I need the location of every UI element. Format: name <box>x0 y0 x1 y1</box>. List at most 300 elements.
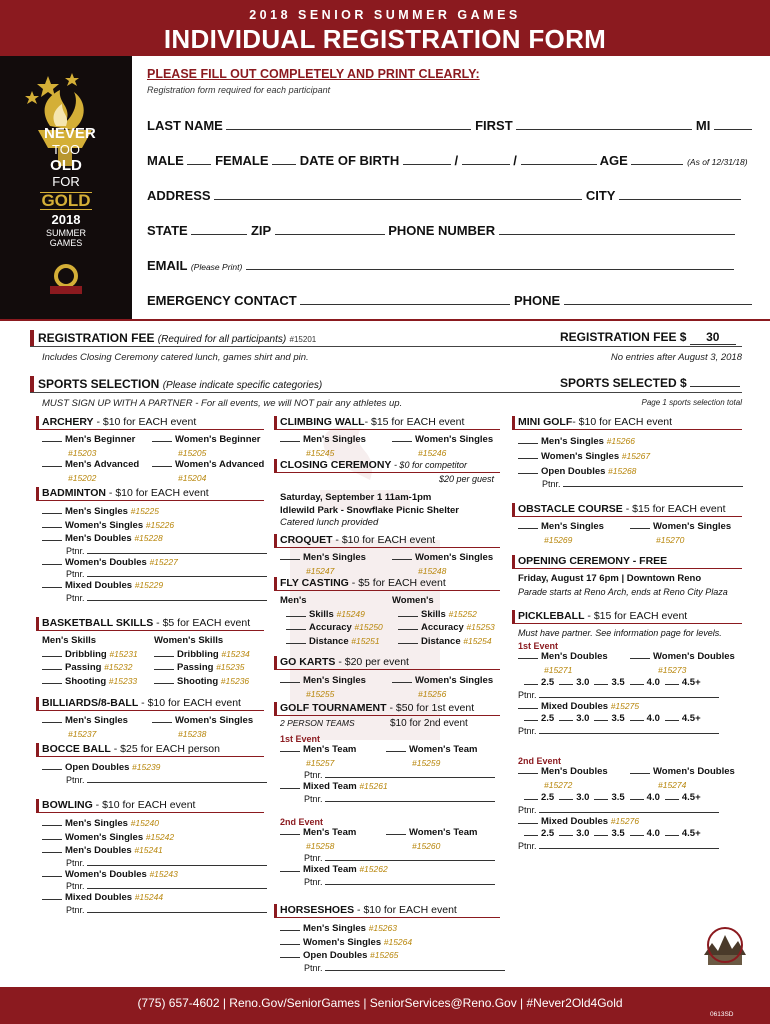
level-option[interactable] <box>665 713 701 724</box>
dob-day-field[interactable] <box>462 154 510 165</box>
obstacle-label: OBSTACLE COURSE <box>518 503 623 515</box>
partner-field[interactable] <box>518 726 742 736</box>
level-label: 4.5+ <box>681 792 701 803</box>
mi-field[interactable] <box>714 119 752 130</box>
partner-label: Ptnr. <box>542 479 561 489</box>
item-label: Men's Singles <box>303 434 366 445</box>
bowling-heading <box>36 799 264 813</box>
item-code: #15250 <box>354 622 383 632</box>
item-label: Men's Doubles <box>541 766 608 777</box>
registration-deadline: No entries after August 3, 2018 <box>610 352 742 363</box>
basketball-women-dribbling[interactable] <box>154 648 250 662</box>
item-code: #15261 <box>359 781 388 791</box>
state-label: STATE <box>147 223 188 238</box>
climbing-fee: - $15 for EACH event <box>364 416 465 428</box>
level-option[interactable] <box>594 713 624 724</box>
golf-men-team-2[interactable] <box>280 827 496 840</box>
email-field[interactable] <box>246 259 734 270</box>
basketball-fee: - $5 for EACH event <box>153 617 251 629</box>
golf-second-event <box>280 817 496 887</box>
item-code: #15256 <box>418 688 447 699</box>
level-option[interactable] <box>559 713 589 724</box>
croquet-label: CROQUET <box>280 534 333 546</box>
sports-selected-field[interactable] <box>690 377 740 387</box>
basketball-label: BASKETBALL SKILLS <box>42 617 154 629</box>
logo-text-for: FOR <box>52 174 80 189</box>
opening-parade: Parade starts at Reno Arch, ends at Reno City Plaza <box>518 586 728 597</box>
item-code: #15203 <box>68 447 97 458</box>
level-label: 3.5 <box>611 792 625 803</box>
item-code: #15254 <box>463 635 492 646</box>
senior-games-badge-icon <box>46 262 86 296</box>
karts-men-singles[interactable] <box>280 675 366 701</box>
header-banner <box>0 0 770 56</box>
golf-second-fee: $10 for 2nd event <box>390 718 468 729</box>
bowling-women-singles[interactable] <box>42 831 267 845</box>
basketball-women-label: Women's Skills <box>154 635 224 646</box>
fly-men-skills[interactable] <box>286 608 383 622</box>
badminton-heading <box>36 487 264 501</box>
item-label: Mixed Doubles <box>541 700 609 712</box>
level-option[interactable] <box>630 677 660 688</box>
item-label: Men's Singles <box>541 436 604 447</box>
pickleball-women-doubles-1[interactable] <box>630 651 735 664</box>
item-code: #15258 <box>306 840 335 851</box>
item-code: #15235 <box>216 662 245 672</box>
fly-men-distance[interactable] <box>286 635 383 649</box>
bowling-fee: - $10 for EACH event <box>92 799 196 811</box>
archery-women-beginner[interactable] <box>152 434 261 460</box>
registration-fee-heading <box>30 330 316 346</box>
item-code: #15265 <box>370 950 399 960</box>
basketball-men <box>42 635 138 688</box>
karts-women-singles[interactable] <box>392 675 493 701</box>
item-code: #15231 <box>109 648 138 659</box>
logo-panel <box>0 56 132 320</box>
minigolf-list <box>518 434 743 489</box>
item-code: #15274 <box>658 779 687 790</box>
minigolf-women-singles[interactable] <box>518 449 743 464</box>
age-label: AGE <box>599 153 628 168</box>
basketball-women-shooting[interactable] <box>154 675 250 689</box>
dob-label: DATE OF BIRTH <box>299 153 400 168</box>
partner-field[interactable] <box>66 858 267 868</box>
item-code: #15238 <box>178 728 207 739</box>
registration-fee-code: #15201 <box>289 335 317 344</box>
item-code: #15272 <box>544 779 573 790</box>
city-label: CITY <box>585 188 616 203</box>
state-field[interactable] <box>191 224 247 235</box>
golf-heading <box>274 702 500 716</box>
archery-men-advanced[interactable] <box>42 459 139 485</box>
fly-women-label: Women's <box>392 595 434 606</box>
bowling-label: BOWLING <box>42 799 93 811</box>
item-code: #15273 <box>658 664 687 675</box>
golf-women-team-1[interactable] <box>386 744 477 757</box>
divider <box>30 392 742 393</box>
item-label: Women's Doubles <box>65 868 147 880</box>
basketball-women <box>154 635 250 688</box>
item-label: Men's Singles <box>65 818 128 829</box>
logo-text-year: 2018 <box>51 212 81 227</box>
horseshoes-fee: - $10 for EACH event <box>354 904 457 916</box>
fly-women <box>392 595 495 648</box>
badminton-women-singles[interactable] <box>42 519 267 533</box>
level-option[interactable] <box>594 792 624 803</box>
golf-men-team-1[interactable] <box>280 744 496 757</box>
partner-field[interactable] <box>66 569 267 579</box>
phone-field[interactable] <box>499 224 735 235</box>
level-option[interactable] <box>524 677 554 688</box>
badminton-fee: - $10 for EACH event <box>105 487 209 499</box>
item-label: Men's Advanced <box>65 459 140 470</box>
item-label: Women's Singles <box>415 434 494 445</box>
item-code: #15269 <box>544 534 573 545</box>
closing-date: Saturday, September 1 11am-1pm <box>280 492 432 503</box>
opening-ceremony-heading <box>512 555 742 569</box>
partner-field[interactable] <box>66 775 267 785</box>
pickleball-men-doubles-2[interactable] <box>518 766 742 779</box>
badminton-list <box>42 505 267 603</box>
dob-year-field[interactable] <box>521 154 597 165</box>
level-option[interactable] <box>559 828 589 839</box>
item-code: #15267 <box>621 451 651 461</box>
karts-fee: - $20 per event <box>335 656 409 668</box>
partner-field[interactable] <box>304 877 496 887</box>
fly-women-distance[interactable] <box>398 635 495 649</box>
level-option[interactable] <box>559 792 589 803</box>
item-label: Accuracy <box>309 622 352 633</box>
pickleball-note: Must have partner. See information page for levels. <box>518 628 722 638</box>
level-row[interactable] <box>524 828 742 841</box>
fly-men-accuracy[interactable] <box>286 621 383 635</box>
go-karts-heading <box>274 656 500 670</box>
item-label: Men's Beginner <box>65 434 136 445</box>
closing-ceremony-heading <box>274 459 500 473</box>
email-row <box>147 258 734 273</box>
emergency-field[interactable] <box>300 294 510 305</box>
opening-date: Friday, August 17 6pm | Downtown Reno <box>518 573 702 584</box>
pickleball-first-event <box>518 641 742 736</box>
address-label: ADDRESS <box>147 188 211 203</box>
level-row[interactable] <box>524 677 742 690</box>
basketball-men-shooting[interactable] <box>42 675 138 689</box>
item-code: #15204 <box>178 472 207 483</box>
level-option[interactable] <box>594 677 624 688</box>
item-code: #15239 <box>132 762 161 772</box>
archery-women-advanced[interactable] <box>152 459 264 485</box>
billiards-heading <box>36 697 264 711</box>
level-row[interactable] <box>524 792 742 805</box>
badminton-men-singles[interactable] <box>42 505 267 519</box>
item-code: #15233 <box>108 675 138 686</box>
closing-details <box>280 492 459 530</box>
fly-women-accuracy[interactable] <box>398 621 495 635</box>
horseshoes-label: HORSESHOES <box>280 904 355 916</box>
partner-field[interactable] <box>518 805 742 815</box>
item-label: Men's Team <box>303 744 357 755</box>
partner-label: Ptnr. <box>66 774 85 785</box>
item-label: Dribbling <box>177 648 219 660</box>
bowling-men-singles[interactable] <box>42 817 267 831</box>
level-option[interactable] <box>665 828 701 839</box>
partner-label: Ptnr. <box>304 793 323 804</box>
partner-field[interactable] <box>66 881 267 891</box>
badminton-mixed-doubles[interactable] <box>42 579 267 593</box>
pickleball-mixed-doubles-2[interactable] <box>518 815 742 829</box>
item-code: #15228 <box>134 533 163 543</box>
item-code: #15240 <box>130 818 159 828</box>
basketball-women-passing[interactable] <box>154 661 250 675</box>
partner-field[interactable] <box>66 905 267 915</box>
level-option[interactable] <box>524 828 554 839</box>
level-option[interactable] <box>594 828 624 839</box>
age-field[interactable] <box>631 154 683 165</box>
closing-fee: - $0 for competitor <box>391 460 467 470</box>
level-option[interactable] <box>665 677 701 688</box>
address-row <box>147 188 741 203</box>
item-label: Women's Team <box>409 827 478 838</box>
pickleball-men-doubles-1[interactable] <box>518 651 742 664</box>
opening-details <box>518 573 728 598</box>
minigolf-open-doubles[interactable] <box>518 464 743 479</box>
level-row[interactable] <box>524 713 742 726</box>
age-note: (As of 12/31/18) <box>687 157 748 167</box>
last-name-field[interactable] <box>226 119 471 130</box>
level-option[interactable] <box>630 713 660 724</box>
male-field[interactable] <box>187 154 211 165</box>
climbing-heading <box>274 416 500 430</box>
level-label: 4.5+ <box>681 713 701 724</box>
item-label: Women's Singles <box>303 936 382 948</box>
item-code: #15225 <box>130 506 159 516</box>
level-option[interactable] <box>630 792 660 803</box>
item-label: Distance <box>309 635 349 647</box>
golf-fee: - $50 for 1st event <box>386 702 475 714</box>
city-field[interactable] <box>619 189 741 200</box>
footer-contact[interactable]: (775) 657-4602 | Reno.Gov/SeniorGames | SeniorServices@Reno.Gov | #Never2Old4Gold <box>137 996 623 1010</box>
emergency-phone-label: PHONE <box>514 293 561 308</box>
basketball-men-dribbling[interactable] <box>42 648 138 662</box>
partner-label: Ptnr. <box>518 689 537 700</box>
minigolf-men-singles[interactable] <box>518 434 743 449</box>
partner-label: Ptnr. <box>304 962 323 973</box>
golf-first-event <box>280 734 496 804</box>
bocce-fee: - $25 for EACH person <box>110 743 220 755</box>
registration-fee-value[interactable]: 30 <box>690 330 736 345</box>
item-code: #15262 <box>359 864 388 874</box>
minigolf-label: MINI GOLF <box>518 416 573 428</box>
sports-selection-heading <box>30 376 322 392</box>
level-label: 2.5 <box>541 713 555 724</box>
partner-field[interactable] <box>66 593 267 603</box>
emergency-phone-field[interactable] <box>564 294 752 305</box>
bocce-label: BOCCE BALL <box>42 743 111 755</box>
first-name-field[interactable] <box>516 119 692 130</box>
logo-text-summer: SUMMER <box>46 228 86 238</box>
partner-field[interactable] <box>304 770 496 780</box>
logo-text-never: NEVER <box>44 125 96 142</box>
badminton-men-doubles[interactable] <box>42 532 267 546</box>
email-label: EMAIL <box>147 258 188 273</box>
golf-mixed-team-2[interactable] <box>280 863 496 877</box>
partner-field[interactable] <box>542 479 743 489</box>
obstacle-men-singles[interactable] <box>518 521 604 547</box>
horseshoes-list <box>280 922 505 973</box>
item-label: Accuracy <box>421 622 464 633</box>
item-label: Women's Doubles <box>65 556 147 568</box>
registration-fee-note: (Required for all participants) <box>157 334 287 345</box>
partner-label: Ptnr. <box>304 853 323 863</box>
pickleball-heading <box>512 610 742 624</box>
registration-fee-total <box>560 330 736 345</box>
fly-men <box>280 595 383 648</box>
page-total-note: Page 1 sports selection total <box>641 398 742 407</box>
horseshoes-men-singles[interactable] <box>280 922 505 936</box>
partner-field[interactable] <box>518 841 742 851</box>
billiards-fee: - $10 for EACH event <box>138 697 241 709</box>
registration-fee-label: REGISTRATION FEE <box>38 331 155 345</box>
item-code: #15226 <box>145 519 175 530</box>
closing-lunch: Catered lunch provided <box>280 517 379 528</box>
bocce-list <box>42 761 267 785</box>
karts-label: GO KARTS <box>280 656 336 668</box>
item-code: #15247 <box>306 565 335 576</box>
item-label: Men's Singles <box>541 521 604 532</box>
item-label: Mixed Team <box>303 781 357 792</box>
bowling-men-doubles[interactable] <box>42 844 267 858</box>
address-field[interactable] <box>214 189 582 200</box>
item-code: #15244 <box>134 892 164 902</box>
golf-mixed-team-1[interactable] <box>280 780 496 794</box>
item-label: Open Doubles <box>65 762 130 773</box>
archery-label: ARCHERY <box>42 416 94 428</box>
pickleball-women-doubles-2[interactable] <box>630 766 735 779</box>
item-code: #15229 <box>134 580 164 590</box>
zip-field[interactable] <box>275 224 385 235</box>
item-label: Men's Doubles <box>65 845 132 856</box>
horseshoes-women-singles[interactable] <box>280 936 505 950</box>
bowling-list <box>42 817 267 915</box>
archery-fee: - $10 for EACH event <box>93 416 197 428</box>
sports-selection-label: SPORTS SELECTION <box>38 377 160 391</box>
mini-golf-heading <box>512 416 742 430</box>
item-label: Men's Doubles <box>65 533 132 544</box>
item-label: Men's Singles <box>65 506 128 517</box>
croquet-heading <box>274 534 500 548</box>
climbing-women-singles[interactable] <box>392 434 493 460</box>
item-label: Women's Doubles <box>653 766 735 777</box>
golf-team-line <box>280 718 494 728</box>
obstacle-women-singles[interactable] <box>630 521 731 547</box>
item-label: Shooting <box>65 675 107 687</box>
item-label: Mixed Team <box>303 864 357 875</box>
level-option[interactable] <box>559 677 589 688</box>
bowling-women-doubles[interactable] <box>42 868 267 882</box>
bowling-mixed-doubles[interactable] <box>42 891 267 905</box>
level-label: 4.0 <box>646 713 660 724</box>
billiards-women-singles[interactable] <box>152 715 253 741</box>
female-field[interactable] <box>272 154 296 165</box>
partner-field[interactable] <box>304 794 496 804</box>
female-label: FEMALE <box>215 153 269 168</box>
pickleball-second-event-label: 2nd Event <box>518 756 562 766</box>
item-code: #15242 <box>145 831 175 842</box>
horseshoes-heading <box>274 904 500 918</box>
item-code: #15241 <box>134 845 163 855</box>
level-option[interactable] <box>524 792 554 803</box>
item-label: Open Doubles <box>303 950 368 961</box>
partner-field[interactable] <box>66 546 267 556</box>
climbing-men-singles[interactable] <box>280 434 366 460</box>
state-zip-phone-row <box>147 223 735 238</box>
partner-field[interactable] <box>518 690 742 700</box>
level-option[interactable] <box>665 792 701 803</box>
item-label: Men's Singles <box>65 715 128 726</box>
level-label: 4.0 <box>646 792 660 803</box>
item-code: #15260 <box>412 840 441 851</box>
level-option[interactable] <box>630 828 660 839</box>
logo-text-old: OLD <box>50 157 82 174</box>
badminton-women-doubles[interactable] <box>42 556 267 570</box>
level-option[interactable] <box>524 713 554 724</box>
item-label: Women's Team <box>409 744 478 755</box>
dob-month-field[interactable] <box>403 154 451 165</box>
item-code: #15245 <box>306 447 335 458</box>
item-label: Women's Beginner <box>175 434 261 445</box>
mi-label: MI <box>695 118 711 133</box>
item-label: Women's Singles <box>415 552 494 563</box>
closing-guest-fee: $20 per guest <box>438 474 494 484</box>
fly-men-label: Men's <box>280 595 307 606</box>
pickleball-mixed-doubles-1[interactable] <box>518 700 742 714</box>
horseshoes-open-doubles[interactable] <box>280 949 505 963</box>
basketball-heading <box>36 617 264 631</box>
item-code: #15264 <box>383 936 413 947</box>
partner-field[interactable] <box>304 963 505 973</box>
first-name-label: FIRST <box>475 118 513 133</box>
basketball-men-passing[interactable] <box>42 661 138 675</box>
fly-fee: - $5 for EACH event <box>348 577 446 589</box>
bocce-open-doubles[interactable] <box>42 761 267 775</box>
level-label: 4.0 <box>646 677 660 688</box>
item-code: #15257 <box>306 757 335 768</box>
fly-women-skills[interactable] <box>398 608 495 622</box>
golf-women-team-2[interactable] <box>386 827 477 840</box>
croquet-men-singles[interactable] <box>280 552 366 578</box>
registration-fee-total-label: REGISTRATION FEE $ <box>560 330 687 344</box>
instructions-heading: PLEASE FILL OUT COMPLETELY AND PRINT CLEARLY: <box>147 67 480 81</box>
partner-label: Ptnr. <box>66 569 85 579</box>
partner-field[interactable] <box>304 853 496 863</box>
sports-selection-note: (Please indicate specific categories) <box>162 380 323 391</box>
item-code: #15253 <box>466 622 495 632</box>
level-label: 4.5+ <box>681 677 701 688</box>
croquet-women-singles[interactable] <box>392 552 493 578</box>
archery-men-beginner[interactable] <box>42 434 135 460</box>
billiards-men-singles[interactable] <box>42 715 128 741</box>
item-code: #15270 <box>656 534 685 545</box>
item-code: #15237 <box>68 728 97 739</box>
item-code: #15259 <box>412 757 441 768</box>
item-code: #15252 <box>448 608 477 619</box>
pickleball-fee: - $15 for EACH event <box>584 610 688 622</box>
golf-label: GOLF TOURNAMENT <box>280 702 387 714</box>
item-label: Men's Singles <box>303 675 366 686</box>
level-label: 3.0 <box>576 792 590 803</box>
form-title: INDIVIDUAL REGISTRATION FORM <box>163 24 607 54</box>
minigolf-fee: - $10 for EACH event <box>572 416 673 428</box>
